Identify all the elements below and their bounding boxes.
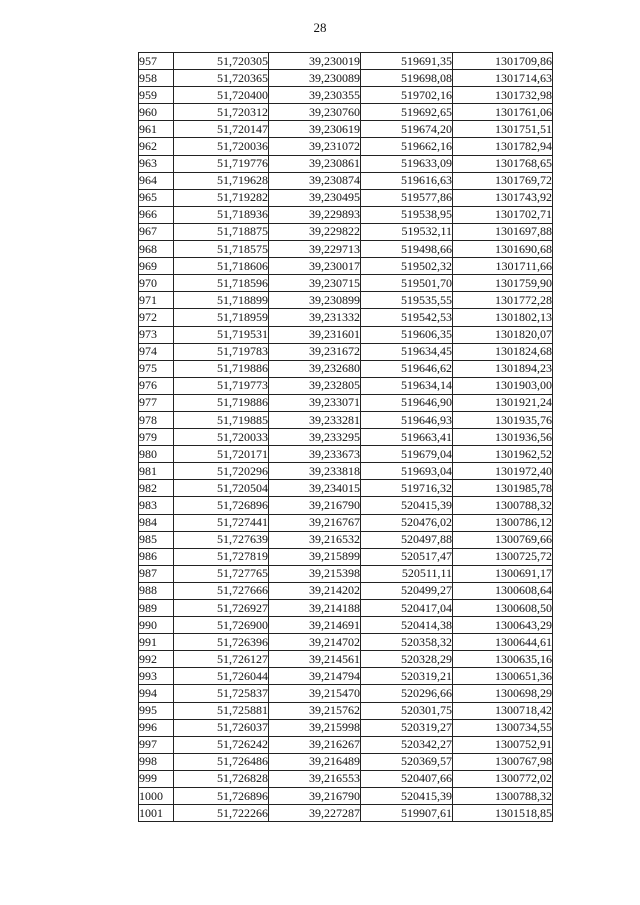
point-number-cell: 968 <box>139 241 174 258</box>
latitude-cell: 51,726242 <box>174 736 269 753</box>
y-coordinate-cell: 1301824,68 <box>453 343 553 360</box>
longitude-cell: 39,214702 <box>269 634 361 651</box>
longitude-cell: 39,230760 <box>269 104 361 121</box>
x-coordinate-cell: 520296,66 <box>361 685 453 702</box>
y-coordinate-cell: 1301768,65 <box>453 155 553 172</box>
y-coordinate-cell: 1300786,12 <box>453 514 553 531</box>
x-coordinate-cell: 520497,88 <box>361 531 453 548</box>
point-number-cell: 963 <box>139 155 174 172</box>
latitude-cell: 51,719886 <box>174 360 269 377</box>
point-number-cell: 978 <box>139 411 174 428</box>
point-number-cell: 992 <box>139 651 174 668</box>
latitude-cell: 51,719531 <box>174 326 269 343</box>
page-number: 28 <box>313 20 327 35</box>
point-number-cell: 990 <box>139 617 174 634</box>
table-row <box>139 736 553 753</box>
latitude-cell: 51,720504 <box>174 480 269 497</box>
longitude-cell: 39,231072 <box>269 138 361 155</box>
longitude-cell: 39,229713 <box>269 241 361 258</box>
point-number-cell: 984 <box>139 514 174 531</box>
y-coordinate-cell: 1300718,42 <box>453 702 553 719</box>
point-number-cell: 966 <box>139 206 174 223</box>
y-coordinate-cell: 1301732,98 <box>453 87 553 104</box>
x-coordinate-cell: 520415,39 <box>361 788 453 805</box>
latitude-cell: 51,720171 <box>174 446 269 463</box>
x-coordinate-cell: 519692,65 <box>361 104 453 121</box>
table-row <box>139 138 553 155</box>
x-coordinate-cell: 519646,93 <box>361 411 453 428</box>
y-coordinate-cell: 1300635,16 <box>453 651 553 668</box>
y-coordinate-cell: 1300734,55 <box>453 719 553 736</box>
point-number-cell: 987 <box>139 565 174 582</box>
y-coordinate-cell: 1300608,64 <box>453 582 553 599</box>
table-row <box>139 189 553 206</box>
longitude-cell: 39,214691 <box>269 617 361 634</box>
longitude-cell: 39,230899 <box>269 292 361 309</box>
longitude-cell: 39,230019 <box>269 53 361 70</box>
coordinates-table <box>138 52 553 822</box>
table-row <box>139 377 553 394</box>
longitude-cell: 39,233071 <box>269 394 361 411</box>
y-coordinate-cell: 1301709,86 <box>453 53 553 70</box>
longitude-cell: 39,230874 <box>269 172 361 189</box>
table-row <box>139 241 553 258</box>
point-number-cell: 958 <box>139 70 174 87</box>
latitude-cell: 51,726127 <box>174 651 269 668</box>
point-number-cell: 977 <box>139 394 174 411</box>
longitude-cell: 39,216489 <box>269 753 361 770</box>
point-number-cell: 982 <box>139 480 174 497</box>
y-coordinate-cell: 1300772,02 <box>453 770 553 787</box>
table-row <box>139 121 553 138</box>
point-number-cell: 975 <box>139 360 174 377</box>
point-number-cell: 979 <box>139 429 174 446</box>
point-number-cell: 960 <box>139 104 174 121</box>
y-coordinate-cell: 1300767,98 <box>453 753 553 770</box>
point-number-cell: 986 <box>139 548 174 565</box>
table-row <box>139 223 553 240</box>
y-coordinate-cell: 1301962,52 <box>453 446 553 463</box>
y-coordinate-cell: 1301711,66 <box>453 258 553 275</box>
latitude-cell: 51,720296 <box>174 463 269 480</box>
table-row <box>139 753 553 770</box>
table-row <box>139 155 553 172</box>
longitude-cell: 39,232680 <box>269 360 361 377</box>
table-row <box>139 805 553 822</box>
point-number-cell: 957 <box>139 53 174 70</box>
table-row <box>139 104 553 121</box>
longitude-cell: 39,230017 <box>269 258 361 275</box>
point-number-cell: 999 <box>139 770 174 787</box>
point-number-cell: 971 <box>139 292 174 309</box>
longitude-cell: 39,216767 <box>269 514 361 531</box>
latitude-cell: 51,727819 <box>174 548 269 565</box>
longitude-cell: 39,233295 <box>269 429 361 446</box>
latitude-cell: 51,718959 <box>174 309 269 326</box>
table-row <box>139 788 553 805</box>
x-coordinate-cell: 520328,29 <box>361 651 453 668</box>
longitude-cell: 39,230495 <box>269 189 361 206</box>
longitude-cell: 39,215470 <box>269 685 361 702</box>
latitude-cell: 51,719783 <box>174 343 269 360</box>
x-coordinate-cell: 520407,66 <box>361 770 453 787</box>
table-row <box>139 411 553 428</box>
point-number-cell: 993 <box>139 668 174 685</box>
table-row <box>139 514 553 531</box>
latitude-cell: 51,718899 <box>174 292 269 309</box>
y-coordinate-cell: 1301802,13 <box>453 309 553 326</box>
longitude-cell: 39,216553 <box>269 770 361 787</box>
table-row <box>139 343 553 360</box>
table-row <box>139 770 553 787</box>
latitude-cell: 51,718575 <box>174 241 269 258</box>
table-row <box>139 565 553 582</box>
longitude-cell: 39,227287 <box>269 805 361 822</box>
latitude-cell: 51,726396 <box>174 634 269 651</box>
y-coordinate-cell: 1301772,28 <box>453 292 553 309</box>
latitude-cell: 51,720365 <box>174 70 269 87</box>
longitude-cell: 39,233673 <box>269 446 361 463</box>
latitude-cell: 51,720147 <box>174 121 269 138</box>
longitude-cell: 39,214561 <box>269 651 361 668</box>
y-coordinate-cell: 1301935,76 <box>453 411 553 428</box>
y-coordinate-cell: 1301972,40 <box>453 463 553 480</box>
latitude-cell: 51,726486 <box>174 753 269 770</box>
point-number-cell: 964 <box>139 172 174 189</box>
y-coordinate-cell: 1301702,71 <box>453 206 553 223</box>
latitude-cell: 51,725837 <box>174 685 269 702</box>
point-number-cell: 994 <box>139 685 174 702</box>
latitude-cell: 51,719282 <box>174 189 269 206</box>
longitude-cell: 39,231672 <box>269 343 361 360</box>
point-number-cell: 1000 <box>139 788 174 805</box>
longitude-cell: 39,230861 <box>269 155 361 172</box>
latitude-cell: 51,726896 <box>174 788 269 805</box>
point-number-cell: 997 <box>139 736 174 753</box>
x-coordinate-cell: 519907,61 <box>361 805 453 822</box>
x-coordinate-cell: 519538,95 <box>361 206 453 223</box>
x-coordinate-cell: 520301,75 <box>361 702 453 719</box>
point-number-cell: 973 <box>139 326 174 343</box>
x-coordinate-cell: 519663,41 <box>361 429 453 446</box>
table-row <box>139 685 553 702</box>
x-coordinate-cell: 519702,16 <box>361 87 453 104</box>
y-coordinate-cell: 1300608,50 <box>453 600 553 617</box>
table-row <box>139 531 553 548</box>
point-number-cell: 976 <box>139 377 174 394</box>
y-coordinate-cell: 1301894,23 <box>453 360 553 377</box>
point-number-cell: 974 <box>139 343 174 360</box>
longitude-cell: 39,214794 <box>269 668 361 685</box>
x-coordinate-cell: 520511,11 <box>361 565 453 582</box>
x-coordinate-cell: 520499,27 <box>361 582 453 599</box>
longitude-cell: 39,229893 <box>269 206 361 223</box>
x-coordinate-cell: 520476,02 <box>361 514 453 531</box>
x-coordinate-cell: 520358,32 <box>361 634 453 651</box>
x-coordinate-cell: 519679,04 <box>361 446 453 463</box>
y-coordinate-cell: 1301936,56 <box>453 429 553 446</box>
point-number-cell: 962 <box>139 138 174 155</box>
x-coordinate-cell: 520415,39 <box>361 497 453 514</box>
latitude-cell: 51,718875 <box>174 223 269 240</box>
longitude-cell: 39,215899 <box>269 548 361 565</box>
x-coordinate-cell: 519716,32 <box>361 480 453 497</box>
x-coordinate-cell: 519674,20 <box>361 121 453 138</box>
y-coordinate-cell: 1301697,88 <box>453 223 553 240</box>
point-number-cell: 988 <box>139 582 174 599</box>
longitude-cell: 39,230089 <box>269 70 361 87</box>
y-coordinate-cell: 1300643,29 <box>453 617 553 634</box>
longitude-cell: 39,230355 <box>269 87 361 104</box>
table-row <box>139 617 553 634</box>
longitude-cell: 39,216790 <box>269 788 361 805</box>
x-coordinate-cell: 519691,35 <box>361 53 453 70</box>
table-row <box>139 582 553 599</box>
latitude-cell: 51,718596 <box>174 275 269 292</box>
y-coordinate-cell: 1301921,24 <box>453 394 553 411</box>
longitude-cell: 39,216267 <box>269 736 361 753</box>
latitude-cell: 51,726927 <box>174 600 269 617</box>
latitude-cell: 51,720036 <box>174 138 269 155</box>
x-coordinate-cell: 519502,32 <box>361 258 453 275</box>
table-row <box>139 480 553 497</box>
x-coordinate-cell: 519662,16 <box>361 138 453 155</box>
point-number-cell: 970 <box>139 275 174 292</box>
y-coordinate-cell: 1300788,32 <box>453 788 553 805</box>
latitude-cell: 51,720033 <box>174 429 269 446</box>
x-coordinate-cell: 519577,86 <box>361 189 453 206</box>
table-row <box>139 206 553 223</box>
point-number-cell: 961 <box>139 121 174 138</box>
point-number-cell: 980 <box>139 446 174 463</box>
y-coordinate-cell: 1301782,94 <box>453 138 553 155</box>
x-coordinate-cell: 519634,14 <box>361 377 453 394</box>
table-row <box>139 548 553 565</box>
point-number-cell: 981 <box>139 463 174 480</box>
y-coordinate-cell: 1300769,66 <box>453 531 553 548</box>
y-coordinate-cell: 1300752,91 <box>453 736 553 753</box>
longitude-cell: 39,231332 <box>269 309 361 326</box>
y-coordinate-cell: 1301820,07 <box>453 326 553 343</box>
point-number-cell: 996 <box>139 719 174 736</box>
longitude-cell: 39,232805 <box>269 377 361 394</box>
y-coordinate-cell: 1300644,61 <box>453 634 553 651</box>
table-row <box>139 309 553 326</box>
point-number-cell: 969 <box>139 258 174 275</box>
x-coordinate-cell: 520369,57 <box>361 753 453 770</box>
latitude-cell: 51,726900 <box>174 617 269 634</box>
table-row <box>139 360 553 377</box>
point-number-cell: 998 <box>139 753 174 770</box>
x-coordinate-cell: 519646,62 <box>361 360 453 377</box>
latitude-cell: 51,720312 <box>174 104 269 121</box>
latitude-cell: 51,726896 <box>174 497 269 514</box>
x-coordinate-cell: 519532,11 <box>361 223 453 240</box>
y-coordinate-cell: 1301518,85 <box>453 805 553 822</box>
longitude-cell: 39,215398 <box>269 565 361 582</box>
latitude-cell: 51,718606 <box>174 258 269 275</box>
longitude-cell: 39,229822 <box>269 223 361 240</box>
longitude-cell: 39,215998 <box>269 719 361 736</box>
y-coordinate-cell: 1300725,72 <box>453 548 553 565</box>
table-row <box>139 668 553 685</box>
x-coordinate-cell: 520517,47 <box>361 548 453 565</box>
latitude-cell: 51,727666 <box>174 582 269 599</box>
x-coordinate-cell: 519646,90 <box>361 394 453 411</box>
latitude-cell: 51,720305 <box>174 53 269 70</box>
table-row <box>139 326 553 343</box>
x-coordinate-cell: 519633,09 <box>361 155 453 172</box>
x-coordinate-cell: 519542,53 <box>361 309 453 326</box>
x-coordinate-cell: 520414,38 <box>361 617 453 634</box>
y-coordinate-cell: 1301759,90 <box>453 275 553 292</box>
table-row <box>139 87 553 104</box>
table-row <box>139 172 553 189</box>
point-number-cell: 983 <box>139 497 174 514</box>
point-number-cell: 965 <box>139 189 174 206</box>
longitude-cell: 39,214188 <box>269 600 361 617</box>
latitude-cell: 51,719776 <box>174 155 269 172</box>
coordinates-table-body <box>139 53 553 822</box>
latitude-cell: 51,727441 <box>174 514 269 531</box>
point-number-cell: 995 <box>139 702 174 719</box>
x-coordinate-cell: 519498,66 <box>361 241 453 258</box>
point-number-cell: 989 <box>139 600 174 617</box>
x-coordinate-cell: 519693,04 <box>361 463 453 480</box>
y-coordinate-cell: 1300691,17 <box>453 565 553 582</box>
x-coordinate-cell: 520319,27 <box>361 719 453 736</box>
point-number-cell: 985 <box>139 531 174 548</box>
x-coordinate-cell: 519501,70 <box>361 275 453 292</box>
y-coordinate-cell: 1301761,06 <box>453 104 553 121</box>
table-row <box>139 497 553 514</box>
point-number-cell: 959 <box>139 87 174 104</box>
x-coordinate-cell: 519634,45 <box>361 343 453 360</box>
table-row <box>139 702 553 719</box>
table-row <box>139 634 553 651</box>
latitude-cell: 51,726044 <box>174 668 269 685</box>
x-coordinate-cell: 520319,21 <box>361 668 453 685</box>
table-row <box>139 275 553 292</box>
longitude-cell: 39,234015 <box>269 480 361 497</box>
latitude-cell: 51,726037 <box>174 719 269 736</box>
table-row <box>139 394 553 411</box>
point-number-cell: 967 <box>139 223 174 240</box>
y-coordinate-cell: 1300651,36 <box>453 668 553 685</box>
table-row <box>139 446 553 463</box>
table-row <box>139 719 553 736</box>
x-coordinate-cell: 520417,04 <box>361 600 453 617</box>
point-number-cell: 1001 <box>139 805 174 822</box>
longitude-cell: 39,230619 <box>269 121 361 138</box>
latitude-cell: 51,720400 <box>174 87 269 104</box>
table-row <box>139 429 553 446</box>
latitude-cell: 51,726828 <box>174 770 269 787</box>
x-coordinate-cell: 519698,08 <box>361 70 453 87</box>
x-coordinate-cell: 519616,63 <box>361 172 453 189</box>
table-row <box>139 600 553 617</box>
y-coordinate-cell: 1300788,32 <box>453 497 553 514</box>
x-coordinate-cell: 520342,27 <box>361 736 453 753</box>
latitude-cell: 51,719628 <box>174 172 269 189</box>
latitude-cell: 51,725881 <box>174 702 269 719</box>
y-coordinate-cell: 1301690,68 <box>453 241 553 258</box>
latitude-cell: 51,727765 <box>174 565 269 582</box>
y-coordinate-cell: 1301714,63 <box>453 70 553 87</box>
table-row <box>139 258 553 275</box>
point-number-cell: 991 <box>139 634 174 651</box>
longitude-cell: 39,215762 <box>269 702 361 719</box>
table-row <box>139 70 553 87</box>
y-coordinate-cell: 1301985,78 <box>453 480 553 497</box>
y-coordinate-cell: 1301751,51 <box>453 121 553 138</box>
longitude-cell: 39,230715 <box>269 275 361 292</box>
y-coordinate-cell: 1301743,92 <box>453 189 553 206</box>
y-coordinate-cell: 1300698,29 <box>453 685 553 702</box>
latitude-cell: 51,719885 <box>174 411 269 428</box>
table-row <box>139 463 553 480</box>
longitude-cell: 39,216532 <box>269 531 361 548</box>
latitude-cell: 51,719886 <box>174 394 269 411</box>
x-coordinate-cell: 519606,35 <box>361 326 453 343</box>
latitude-cell: 51,727639 <box>174 531 269 548</box>
point-number-cell: 972 <box>139 309 174 326</box>
longitude-cell: 39,233281 <box>269 411 361 428</box>
latitude-cell: 51,722266 <box>174 805 269 822</box>
latitude-cell: 51,718936 <box>174 206 269 223</box>
longitude-cell: 39,231601 <box>269 326 361 343</box>
y-coordinate-cell: 1301769,72 <box>453 172 553 189</box>
y-coordinate-cell: 1301903,00 <box>453 377 553 394</box>
latitude-cell: 51,719773 <box>174 377 269 394</box>
table-row <box>139 53 553 70</box>
x-coordinate-cell: 519535,55 <box>361 292 453 309</box>
table-row <box>139 651 553 668</box>
table-row <box>139 292 553 309</box>
longitude-cell: 39,216790 <box>269 497 361 514</box>
longitude-cell: 39,233818 <box>269 463 361 480</box>
longitude-cell: 39,214202 <box>269 582 361 599</box>
